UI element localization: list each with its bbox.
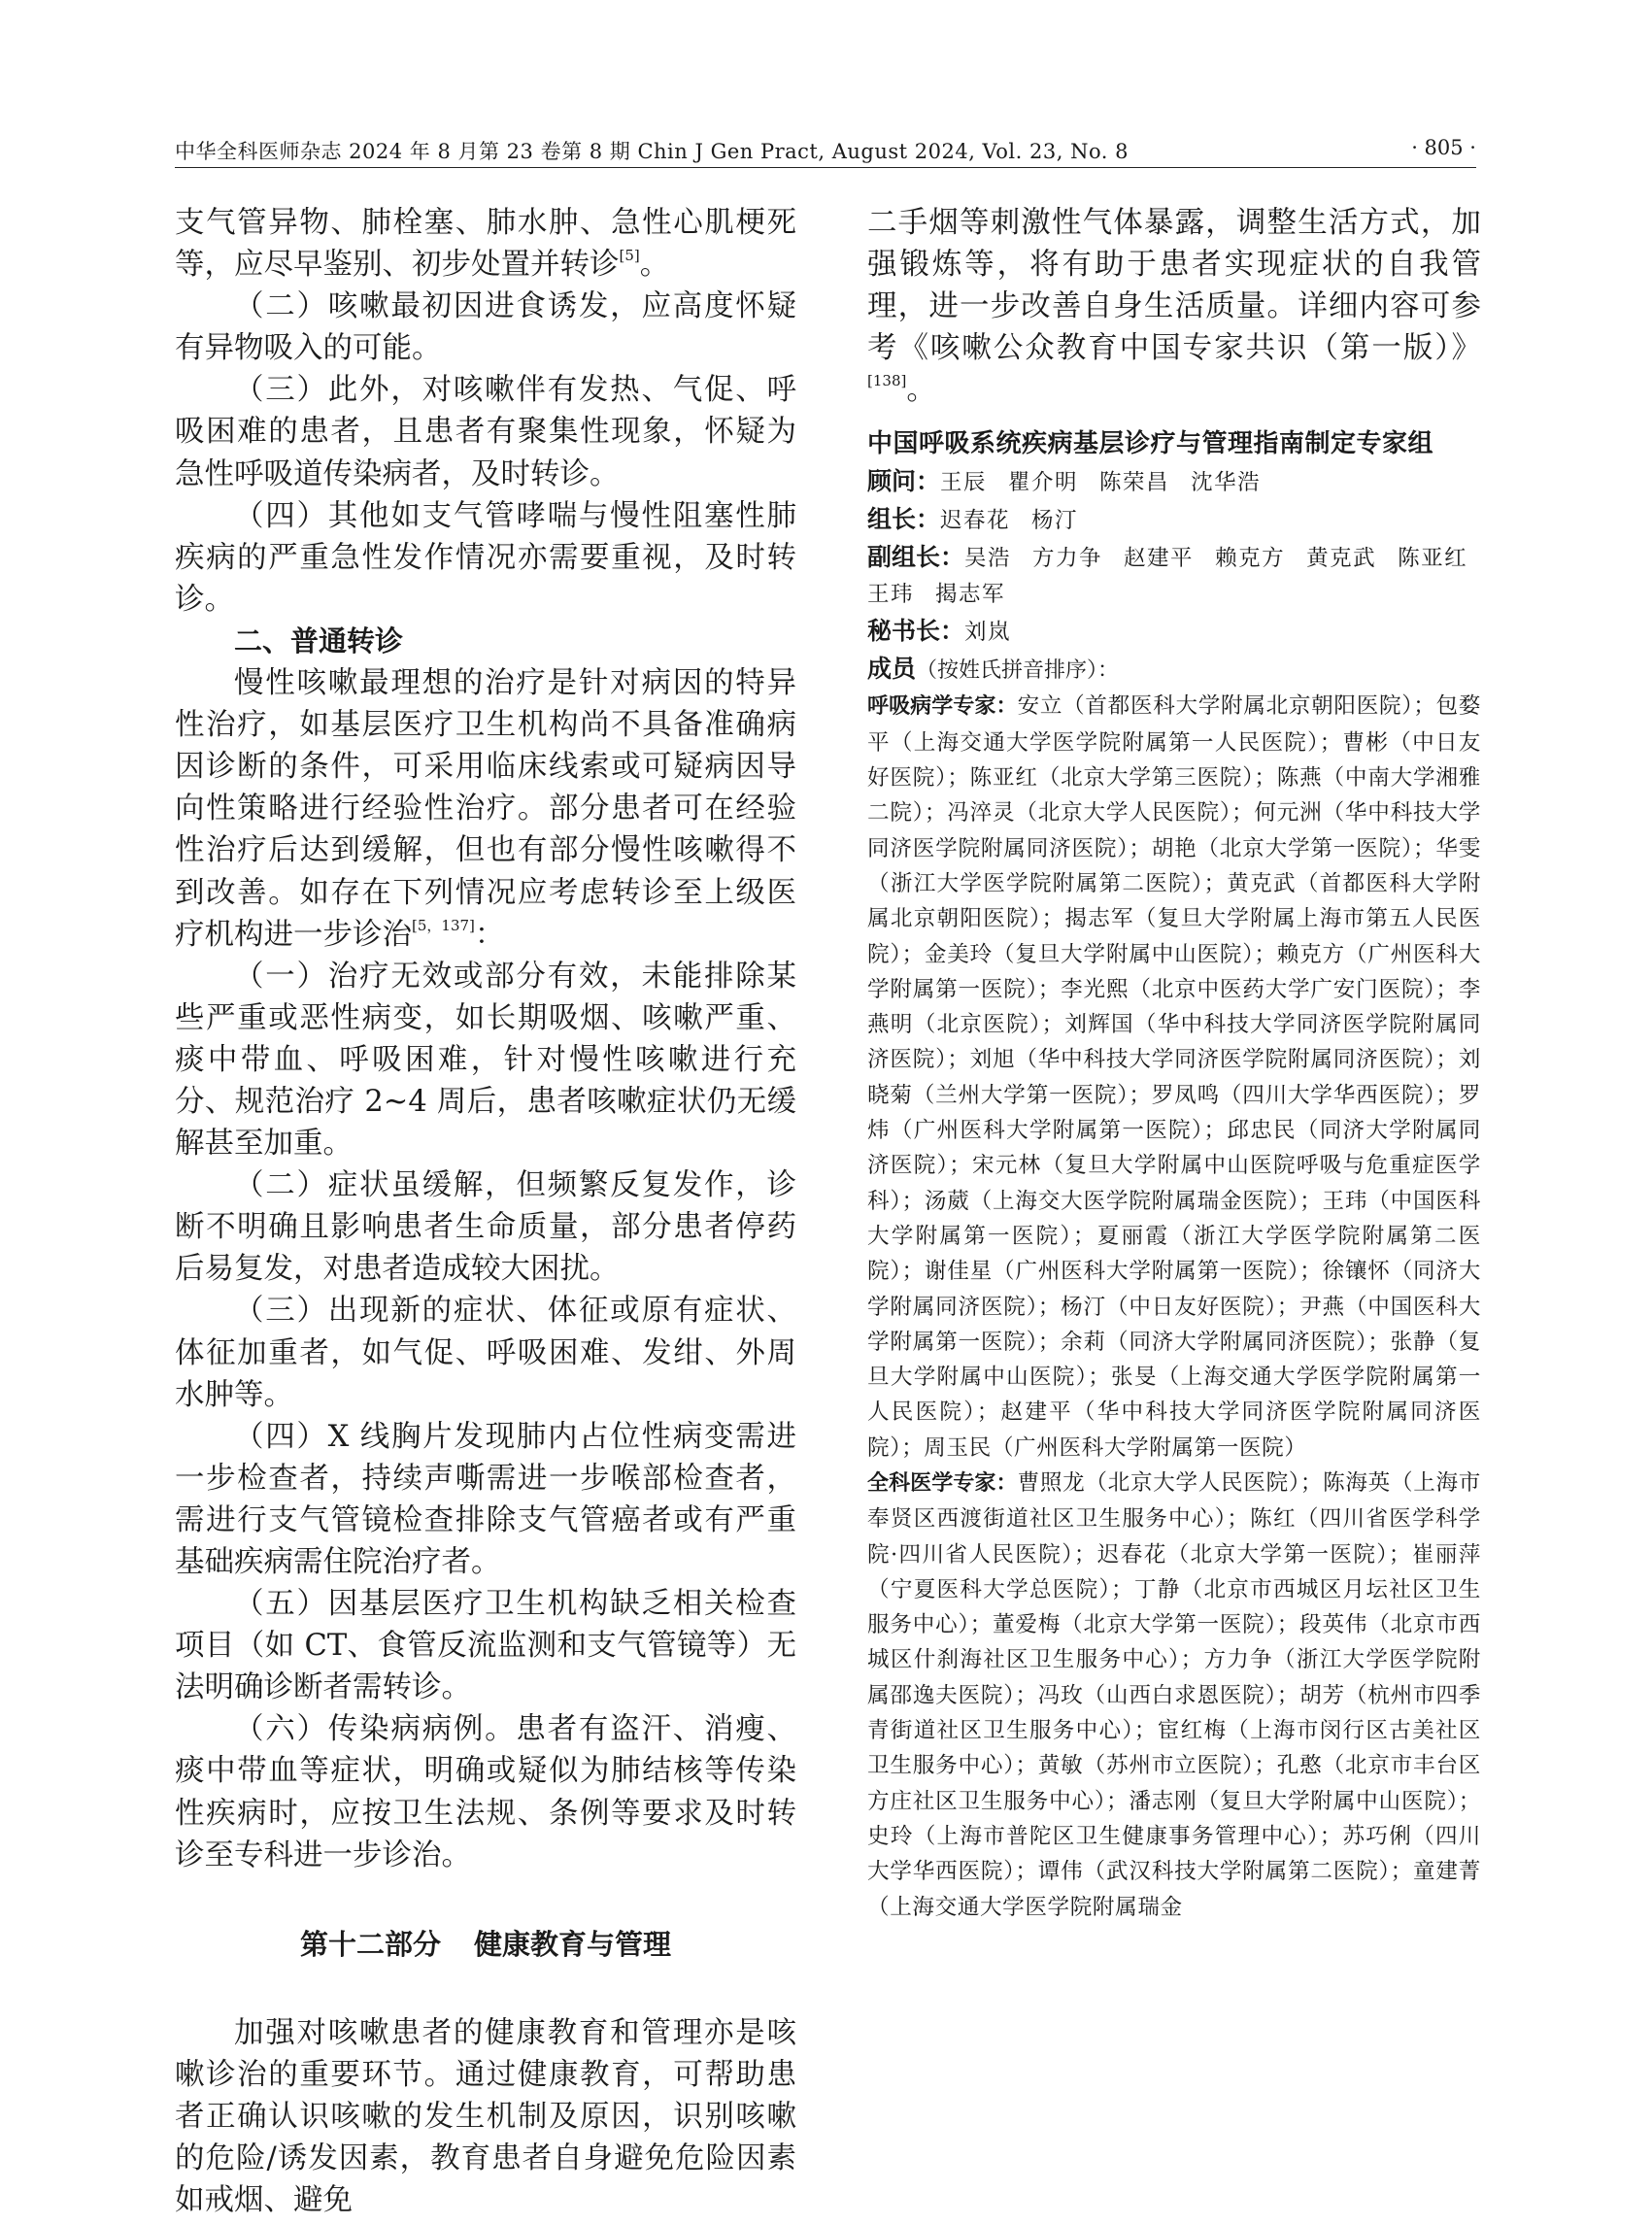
paragraph: （一）治疗无效或部分有效，未能排除某些严重或恶性病变，如长期吸烟、咳嗽严重、痰中带血、呼吸困难，针对慢性咳嗽进行充分、规范治疗 2~4 周后，患者咳嗽症状仍无缓解甚至加重。 <box>175 959 796 1162</box>
citation-ref: [138] <box>867 372 907 390</box>
members-line: 成员（按姓氏拼音排序）： <box>867 655 1120 684</box>
respiratory-experts-list: 呼吸病学专家：安立（首都医科大学附属北京朝阳医院）；包婺平（上海交通大学医学院附属第一人民医院）；曹彬（中日友好医院）；陈亚红（北京大学第三医院）；陈燕（中南大学湘雅二院）；冯淬灵（北京大学人民医院）；何元洲（华中科技大学同济医学院附属同济医院）；胡艳（北京大学第一医院）；华雯（浙江大学医学院附属第二医院）；黄克武（首都医科大学附属北京朝阳医院）；揭志军（复旦大学附属上海市第五人民医院）；金美玲（复旦大学附属中山医院）；赖克方（广州医科大学附属第一医院）；李光熙（北京中医药大学广安门医院）；李燕明（北京医院）；刘辉国（华中科技大学同济医学院附属同济医院）；刘旭（华中科技大学同济医学院附属同济医院）；刘晓菊（兰州大学第一医院）；罗凤鸣（四川大学华西医院）；罗炜（广州医科大学附属第一医院）；邱忠民（同济大学附属同济医院）；宋元林（复旦大学附属中山医院呼吸与危重症医学科）；汤葳（上海交大医学院附属瑞金医院）；王玮（中国医科大学附属第一医院）；夏丽霞（浙江大学医学院附属第二医院）；谢佳星（广州医科大学附属第一医院）；徐镶怀（同济大学附属同济医院）；杨汀（中日友好医院）；尹燕（中国医科大学附属第一医院）；余莉（同济大学附属同济医院）；张静（复旦大学附属中山医院）；张旻（上海交通大学医学院附属第一人民医院）；赵建平（华中科技大学同济医学院附属同济医院）；周玉民（广州医科大学附属第一医院） <box>867 693 1481 1461</box>
advisors-line: 顾问：王辰 瞿介明 陈荣昌 沈华浩 <box>867 467 1262 496</box>
right-column <box>867 202 1481 1925</box>
citation-ref: [5，137] <box>412 916 475 934</box>
paragraph: （四）其他如支气管哮喘与慢性阻塞性肺疾病的严重急性发作情况亦需要重视，及时转诊。 <box>175 498 796 617</box>
deputies-line: 副组长：吴浩 方力争 赵建平 赖克方 黄克武 陈亚红 王玮 揭志军 <box>867 543 1468 608</box>
paragraph: （三）出现新的症状、体征或原有症状、体征加重者，如气促、呼吸困难、发绀、外周水肿等。 <box>175 1294 796 1412</box>
section-heading: 二、普通转诊 <box>234 624 404 657</box>
secretary-line: 秘书长：刘岚 <box>867 617 1012 646</box>
journal-citation: 中华全科医师杂志 2024 年 8 月第 23 卷第 8 期 Chin J Gen Pract, August 2024, Vol. 23, No. 8 <box>175 140 1129 163</box>
page-number: · 805 · <box>1411 136 1476 159</box>
paragraph: 二手烟等刺激性气体暴露，调整生活方式，加强锻炼等，将有助于患者实现症状的自我管理，进一步改善自身生活质量。详细内容可参考《咳嗽公众教育中国专家共识（第一版）》[138]。 <box>867 206 1481 408</box>
leaders-line: 组长：迟春花 杨汀 <box>867 505 1079 534</box>
running-header <box>175 134 1476 168</box>
paragraph: （六）传染病病例。患者有盗汗、消瘦、痰中带血等症状，明确或疑似为肺结核等传染性疾病时，应按卫生法规、条例等要求及时转诊至专科进一步诊治。 <box>175 1712 796 1872</box>
paragraph: （五）因基层医疗卫生机构缺乏相关检查项目（如 CT、食管反流监测和支气管镜等）无法明确诊断者需转诊。 <box>175 1587 796 1705</box>
paragraph: （四）X 线胸片发现肺内占位性病变需进一步检查者，持续声嘶需进一步喉部检查者，需进行支气管镜检查排除支气管癌者或有严重基础疾病需住院治疗者。 <box>175 1419 796 1579</box>
paragraph: 支气管异物、肺栓塞、肺水肿、急性心肌梗死等，应尽早鉴别、初步处置并转诊[5]。 <box>175 206 796 283</box>
part-title: 第十二部分 健康教育与管理 <box>299 1927 672 1961</box>
paragraph: （三）此外，对咳嗽伴有发热、气促、呼吸困难的患者，且患者有聚集性现象，怀疑为急性呼吸道传染病者，及时转诊。 <box>175 373 796 491</box>
paragraph: （二）症状虽缓解，但频繁反复发作，诊断不明确且影响患者生命质量，部分患者停药后易复发，对患者造成较大困扰。 <box>175 1168 796 1287</box>
left-column <box>175 202 796 2221</box>
paragraph: 慢性咳嗽最理想的治疗是针对病因的特异性治疗，如基层医疗卫生机构尚不具备准确病因诊断的条件，可采用临床线索或可疑病因导向性策略进行经验性治疗。部分患者可在经验性治疗后达到缓解，但也有部分慢性咳嗽得不到改善。如存在下列情况应考虑转诊至上级医疗机构进一步诊治[5，137]： <box>175 666 796 952</box>
expert-group-title: 中国呼吸系统疾病基层诊疗与管理指南制定专家组 <box>867 429 1434 459</box>
paragraph: 加强对咳嗽患者的健康教育和管理亦是咳嗽诊治的重要环节。通过健康教育，可帮助患者正确认识咳嗽的发生机制及原因，识别咳嗽的危险/诱发因素，教育患者自身避免危险因素如戒烟、避免 <box>175 2015 796 2218</box>
paragraph: （二）咳嗽最初因进食诱发，应高度怀疑有异物吸入的可能。 <box>175 289 796 366</box>
general-practice-experts-list: 全科医学专家：曹照龙（北京大学人民医院）；陈海英（上海市奉贤区西渡街道社区卫生服务中心）；陈红（四川省医学科学院·四川省人民医院）；迟春花（北京大学第一医院）；崔丽萍（宁夏医科大学总医院）；丁静（北京市西城区月坛社区卫生服务中心）；董爱梅（北京大学第一医院）；段英伟（北京市西城区什刹海社区卫生服务中心）；方力争（浙江大学医学院附属邵逸夫医院）；冯玫（山西白求恩医院）；胡芳（杭州市四季青街道社区卫生服务中心）；宦红梅（上海市闵行区古美社区卫生服务中心）；黄敏（苏州市立医院）；孔憨（北京市丰台区方庄社区卫生服务中心）；潘志刚（复旦大学附属中山医院）；史玲（上海市普陀区卫生健康事务管理中心）；苏巧俐（四川大学华西医院）；谭伟（武汉科技大学附属第二医院）；童建菁（上海交通大学医学院附属瑞金 <box>867 1470 1481 1920</box>
citation-ref: [5] <box>619 247 640 265</box>
